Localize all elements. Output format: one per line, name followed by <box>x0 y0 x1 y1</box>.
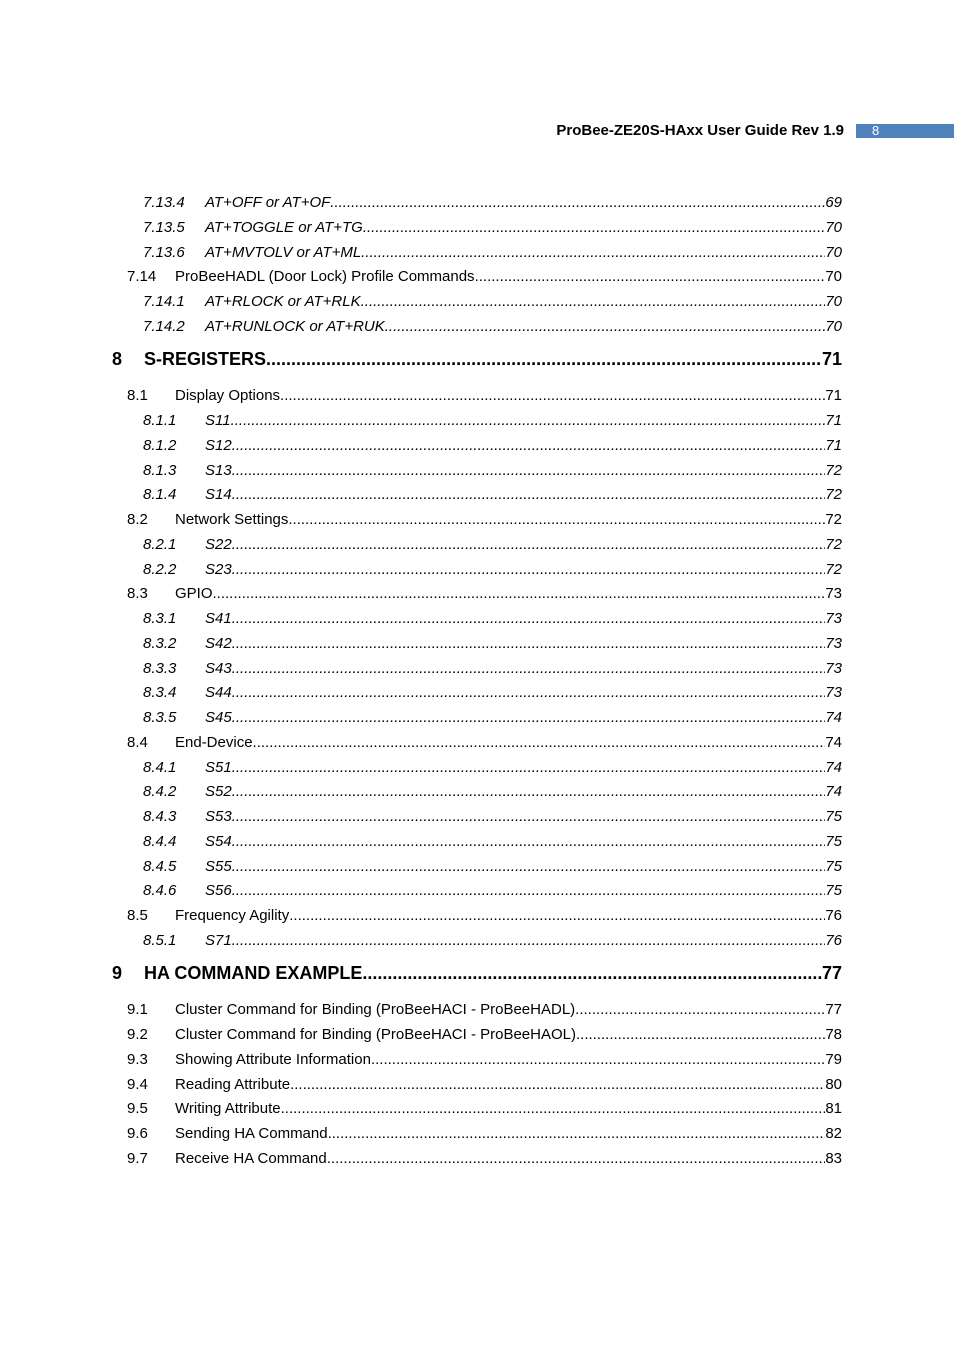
toc-entry-page: 73 <box>825 585 842 603</box>
toc-entry-number: 7.14 <box>127 268 157 286</box>
toc-entry[interactable] <box>143 635 842 652</box>
toc-leader-dots <box>371 1051 825 1068</box>
toc-entry-page: 83 <box>825 1149 842 1167</box>
toc-leader-dots <box>232 684 826 701</box>
toc-entry-number: 8.4.4 <box>143 832 177 850</box>
toc-entry-number: 7.13.4 <box>143 194 185 211</box>
toc-entry[interactable] <box>127 268 842 285</box>
toc-entry-number: 8.3.4 <box>143 684 177 702</box>
toc-leader-dots <box>328 1125 826 1142</box>
toc-entry-title: S-REGISTERS <box>144 348 267 369</box>
toc-entry-number: 8.1.4 <box>143 486 177 504</box>
toc-entry[interactable] <box>127 1076 842 1093</box>
toc-entry-title: S11 <box>205 412 231 429</box>
toc-entry-page: 75 <box>825 832 842 850</box>
toc-entry-page: 74 <box>825 783 842 801</box>
toc-leader-dots <box>290 1076 825 1093</box>
toc-entry-title: Cluster Command for Binding (ProBeeHACI - ProBeeHADL) <box>175 1001 576 1019</box>
toc-entry-page: 76 <box>825 907 842 924</box>
toc-entry-title: S52 <box>205 783 232 801</box>
toc-entry-page: 76 <box>825 931 842 949</box>
toc-entry-number: 7.14.1 <box>143 293 185 310</box>
toc-entry[interactable] <box>143 561 842 578</box>
toc-leader-dots <box>475 268 826 285</box>
toc-entry-page: 72 <box>825 560 842 578</box>
toc-entry-title: S45 <box>205 709 232 726</box>
toc-entry[interactable] <box>143 610 842 627</box>
toc-entry-title: S44 <box>205 684 232 702</box>
toc-entry-page: 73 <box>825 610 842 627</box>
toc-entry[interactable] <box>143 833 842 850</box>
toc-entry-number: 8.1 <box>127 387 148 405</box>
toc-entry-number: 7.13.6 <box>143 243 185 261</box>
toc-entry-page: 70 <box>825 268 842 286</box>
toc-entry-number: 8.1.1 <box>143 412 177 429</box>
toc-entry[interactable] <box>143 462 842 479</box>
toc-entry-title: Cluster Command for Binding (ProBeeHACI - ProBeeHAOL) <box>175 1026 576 1043</box>
toc-entry[interactable] <box>143 759 842 776</box>
toc-entry-page: 79 <box>825 1050 842 1068</box>
toc-leader-dots <box>288 511 825 528</box>
toc-entry-number: 8.4.1 <box>143 758 177 776</box>
toc-entry-title: Display Options <box>175 387 281 405</box>
toc-entry-number: 7.13.5 <box>143 218 185 236</box>
toc-entry[interactable] <box>143 412 842 429</box>
toc-entry[interactable] <box>143 244 842 261</box>
toc-entry-number: 8.4.3 <box>143 808 177 825</box>
toc-entry-page: 75 <box>825 857 842 875</box>
toc-chapter-entry[interactable] <box>112 963 842 984</box>
toc-entry[interactable] <box>143 660 842 677</box>
toc-entry-page: 81 <box>825 1100 842 1118</box>
toc-entry-title: S14 <box>205 486 232 504</box>
toc-entry-number: 8.2.2 <box>143 560 177 578</box>
toc-leader-dots <box>327 1150 826 1167</box>
toc-leader-dots <box>232 610 826 627</box>
toc-entry[interactable] <box>127 387 842 404</box>
toc-leader-dots <box>289 907 825 924</box>
toc-entry-number: 7.14.2 <box>143 317 185 335</box>
toc-leader-dots <box>232 486 826 503</box>
toc-entry-page: 73 <box>825 659 842 677</box>
toc-leader-dots <box>232 783 826 800</box>
toc-entry-title: Frequency Agility <box>175 907 290 924</box>
toc-entry-title: S42 <box>205 634 232 652</box>
toc-entry-title: S23 <box>205 560 232 578</box>
toc-leader-dots <box>232 437 826 454</box>
toc-entry-page: 71 <box>825 412 842 429</box>
toc-leader-dots <box>232 536 826 553</box>
toc-entry[interactable] <box>127 1051 842 1068</box>
toc-entry[interactable] <box>143 932 842 949</box>
toc-entry[interactable] <box>143 783 842 800</box>
toc-entry-number: 9.7 <box>127 1149 148 1167</box>
toc-leader-dots <box>280 387 825 404</box>
toc-entry-title: Sending HA Command <box>175 1125 328 1142</box>
toc-leader-dots <box>575 1001 825 1018</box>
toc-leader-dots <box>232 858 826 875</box>
toc-entry-page: 72 <box>825 486 842 504</box>
toc-entry[interactable] <box>127 511 842 528</box>
toc-entry-page: 71 <box>825 387 842 405</box>
toc-leader-dots <box>232 759 826 776</box>
toc-entry-number: 8.2.1 <box>143 535 177 553</box>
toc-leader-dots <box>385 318 826 335</box>
toc-entry-title: S12 <box>205 436 232 454</box>
toc-entry[interactable] <box>127 585 842 602</box>
toc-leader-dots <box>330 194 825 211</box>
toc-entry-number: 9.4 <box>127 1075 148 1093</box>
toc-entry-page: 82 <box>825 1125 842 1142</box>
toc-entry-number: 9 <box>112 962 123 983</box>
toc-entry[interactable] <box>127 907 842 924</box>
toc-entry-page: 72 <box>825 511 842 528</box>
toc-entry-number: 8.4.5 <box>143 857 177 875</box>
toc-entry-title: Reading Attribute <box>175 1075 291 1093</box>
toc-entry-page: 70 <box>825 218 842 236</box>
toc-entry-title: S53 <box>205 808 232 825</box>
toc-entry-title: HA COMMAND EXAMPLE <box>144 962 363 983</box>
toc-entry-page: 70 <box>825 317 842 335</box>
toc-entry-title: AT+RLOCK or AT+RLK <box>205 293 361 310</box>
toc-entry-title: GPIO <box>175 585 213 603</box>
toc-entry-title: ProBeeHADL (Door Lock) Profile Commands <box>175 268 475 286</box>
page-number-badge: 8 <box>856 124 954 138</box>
toc-entry-title: S22 <box>205 535 232 553</box>
toc-entry-page: 74 <box>825 758 842 776</box>
toc-entry-title: AT+MVTOLV or AT+ML <box>205 243 362 261</box>
toc-entry-number: 9.2 <box>127 1026 148 1043</box>
toc-leader-dots <box>232 882 826 899</box>
toc-entry-page: 74 <box>825 733 842 751</box>
toc-entry-number: 8.5 <box>127 907 148 924</box>
toc-entry-page: 73 <box>825 684 842 702</box>
toc-entry-number: 8.3.2 <box>143 634 177 652</box>
toc-leader-dots <box>232 462 826 479</box>
toc-entry-number: 8 <box>112 348 123 369</box>
toc-entry-title: S54 <box>205 832 232 850</box>
toc-entry[interactable] <box>143 858 842 875</box>
toc-entry-page: 80 <box>825 1075 842 1093</box>
toc-entry-title: S51 <box>205 758 232 776</box>
toc-entry-page: 75 <box>825 882 842 900</box>
toc-leader-dots <box>361 244 825 261</box>
toc-entry[interactable] <box>143 709 842 726</box>
toc-leader-dots <box>232 561 826 578</box>
toc-entry-page: 75 <box>825 808 842 825</box>
toc-leader-dots <box>232 833 826 850</box>
toc-entry-title: S13 <box>205 461 232 479</box>
toc-entry-number: 8.3 <box>127 585 148 603</box>
toc-entry-title: S55 <box>205 857 232 875</box>
toc-leader-dots <box>213 585 826 602</box>
toc-entry[interactable] <box>127 1125 842 1142</box>
toc-entry-title: AT+TOGGLE or AT+TG <box>205 218 363 236</box>
toc-entry[interactable] <box>143 293 842 310</box>
toc-leader-dots <box>232 635 826 652</box>
toc-entry[interactable] <box>143 486 842 503</box>
toc-leader-dots <box>232 660 826 677</box>
toc-entry[interactable] <box>143 437 842 454</box>
toc-entry-number: 8.1.2 <box>143 436 177 454</box>
toc-entry[interactable] <box>127 1026 842 1043</box>
toc-leader-dots <box>266 349 822 370</box>
toc-entry-number: 9.3 <box>127 1050 148 1068</box>
toc-entry[interactable] <box>143 536 842 553</box>
toc-entry-number: 9.6 <box>127 1125 148 1142</box>
toc-entry-title: Network Settings <box>175 511 289 528</box>
toc-entry[interactable] <box>127 1001 842 1018</box>
toc-entry-title: Receive HA Command <box>175 1149 327 1167</box>
toc-entry-page: 77 <box>825 1001 842 1019</box>
toc-entry-number: 8.1.3 <box>143 461 177 479</box>
toc-entry-page: 71 <box>825 436 842 454</box>
toc-entry-title: S56 <box>205 882 232 900</box>
toc-entry-page: 70 <box>825 293 842 310</box>
toc-entry-number: 9.5 <box>127 1100 148 1118</box>
toc-entry-page: 71 <box>821 348 842 369</box>
toc-leader-dots <box>253 734 826 751</box>
toc-entry-page: 73 <box>825 634 842 652</box>
toc-entry-title: S71 <box>205 931 232 949</box>
toc-entry[interactable] <box>143 684 842 701</box>
toc-entry-number: 8.4.2 <box>143 783 177 801</box>
running-header-title: ProBee-ZE20S-HAxx User Guide Rev 1.9 <box>556 122 844 139</box>
toc-entry-page: 74 <box>825 709 842 726</box>
toc-entry-number: 8.3.5 <box>143 709 177 726</box>
toc-entry-number: 8.5.1 <box>143 931 177 949</box>
toc-entry-page: 72 <box>825 535 842 553</box>
toc-entry-page: 70 <box>825 243 842 261</box>
toc-entry-page: 72 <box>825 461 842 479</box>
toc-entry[interactable] <box>143 318 842 335</box>
toc-entry-page: 69 <box>825 194 842 211</box>
toc-entry-title: End-Device <box>175 733 253 751</box>
toc-entry-title: AT+OFF or AT+OF <box>205 194 331 211</box>
toc-entry[interactable] <box>127 734 842 751</box>
toc-entry[interactable] <box>127 1100 842 1117</box>
toc-entry[interactable] <box>143 194 842 211</box>
toc-entry-page: 77 <box>821 962 842 983</box>
toc-entry[interactable] <box>143 219 842 236</box>
toc-entry-number: 9.1 <box>127 1001 148 1019</box>
toc-entry-title: S43 <box>205 659 232 677</box>
toc-leader-dots <box>361 293 826 310</box>
toc-entry-title: AT+RUNLOCK or AT+RUK <box>205 317 385 335</box>
toc-entry[interactable] <box>143 808 842 825</box>
toc-entry-number: 8.2 <box>127 511 148 528</box>
toc-entry[interactable] <box>143 882 842 899</box>
toc-leader-dots <box>362 963 822 984</box>
toc-leader-dots <box>232 808 826 825</box>
toc-leader-dots <box>281 1100 826 1117</box>
toc-entry[interactable] <box>127 1150 842 1167</box>
toc-entry-title: S41 <box>205 610 232 627</box>
toc-chapter-entry[interactable] <box>112 349 842 370</box>
toc-leader-dots <box>576 1026 825 1043</box>
toc-entry-page: 78 <box>825 1026 842 1043</box>
toc-leader-dots <box>231 412 826 429</box>
toc-entry-number: 8.3.3 <box>143 659 177 677</box>
toc-entry-number: 8.3.1 <box>143 610 177 627</box>
toc-entry-number: 8.4 <box>127 733 148 751</box>
toc-leader-dots <box>232 709 826 726</box>
toc-entry-number: 8.4.6 <box>143 882 177 900</box>
toc-entry-title: Showing Attribute Information <box>175 1050 371 1068</box>
toc-leader-dots <box>363 219 825 236</box>
toc-leader-dots <box>232 932 826 949</box>
toc-entry-title: Writing Attribute <box>175 1100 281 1118</box>
